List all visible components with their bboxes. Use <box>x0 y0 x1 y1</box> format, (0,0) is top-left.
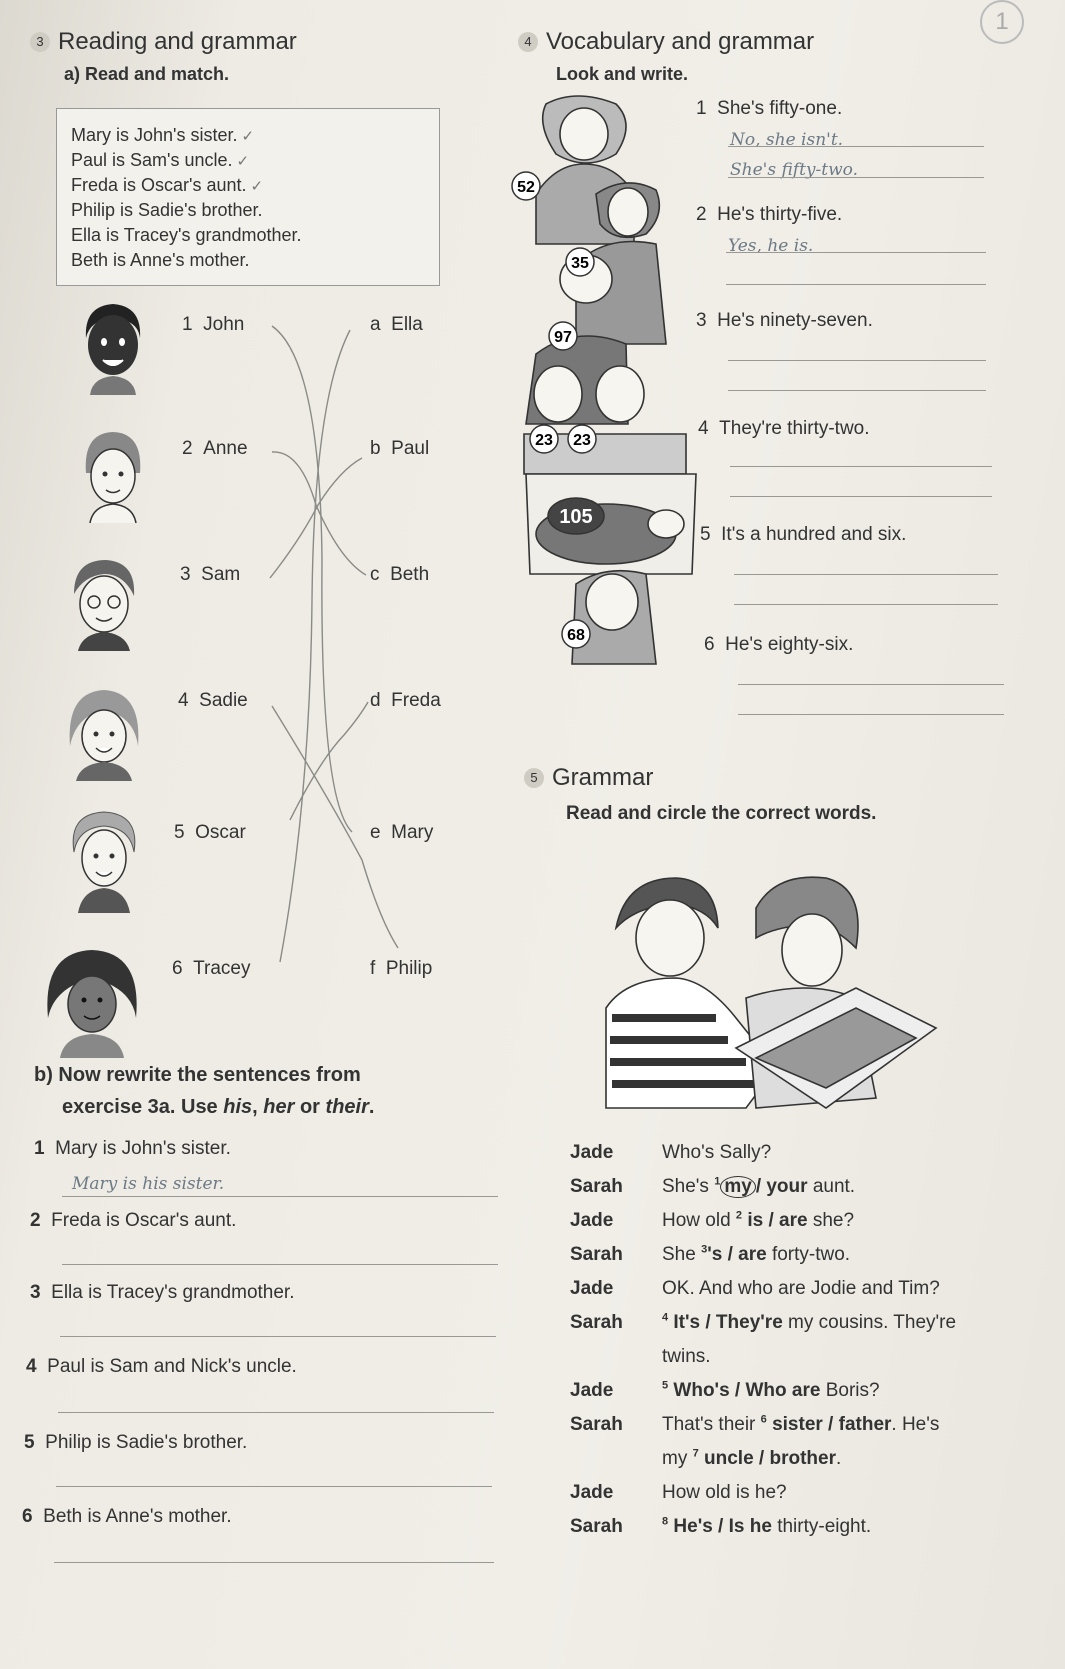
rewrite-item: 5 Philip is Sadie's brother. <box>24 1432 248 1453</box>
box-sentence: Freda is Oscar's aunt. ✓ <box>71 175 264 195</box>
dialogue-fragment: How old is he? <box>662 1482 787 1503</box>
dialogue-line <box>570 1482 787 1504</box>
dialogue-fragment: forty-two. <box>766 1244 851 1266</box>
answer-line[interactable] <box>726 252 986 253</box>
vocab-item: 4 They're thirty-two. <box>698 418 870 439</box>
question-number: 2 <box>735 1210 743 1222</box>
tick-mark: ✓ <box>250 178 264 195</box>
dialogue-fragment: aunt. <box>807 1176 856 1198</box>
answer-line[interactable] <box>728 146 984 147</box>
answer-choice[interactable]: / your <box>755 1176 808 1198</box>
dialogue-text <box>662 1278 940 1299</box>
dialogue-text <box>662 1448 841 1469</box>
answer-line[interactable] <box>62 1264 498 1265</box>
section3-part-b-line1: b) Now rewrite the sentences from <box>34 1064 361 1086</box>
section3-part-a: a) Read and match. <box>64 64 230 84</box>
section4-instruction: Look and write. <box>556 64 689 84</box>
dialogue-fragment: She <box>662 1244 702 1266</box>
dialogue-fragment: my cousins. They're <box>782 1312 957 1334</box>
box-sentence: Ella is Tracey's grandmother. <box>71 225 302 245</box>
match-right-item[interactable]: c Beth <box>370 564 430 585</box>
question-number: 8 <box>662 1516 669 1528</box>
answer-line[interactable] <box>60 1336 496 1337</box>
match-right-item[interactable]: a Ella <box>370 314 423 335</box>
tick-mark: ✓ <box>236 153 250 170</box>
dialogue-text <box>662 1312 956 1333</box>
match-left-item[interactable]: 2 Anne <box>182 438 248 459</box>
rewrite-answer: Mary is his sister. <box>72 1174 225 1194</box>
age-badge-23-b: 23 <box>573 432 591 449</box>
section4-title: Vocabulary and grammar <box>546 28 815 55</box>
section5-badge: 5 <box>524 768 544 788</box>
vocab-answer: Yes, he is. <box>728 236 814 256</box>
dialogue-fragment: Boris? <box>820 1380 880 1402</box>
dialogue-text <box>662 1414 939 1435</box>
section5-instruction: Read and circle the correct words. <box>566 803 877 824</box>
dialogue-fragment: my <box>662 1448 693 1470</box>
vocab-item: 3 He's ninety-seven. <box>696 310 873 331</box>
question-number: 7 <box>692 1448 699 1460</box>
dialogue-fragment: OK. And who are Jodie and Tim? <box>662 1278 940 1299</box>
dialogue-speaker: Jade <box>570 1210 614 1232</box>
section5-header <box>524 764 653 792</box>
answer-line[interactable] <box>62 1196 498 1197</box>
dialogue-speaker: Jade <box>570 1482 614 1503</box>
dialogue-line <box>570 1448 841 1470</box>
dialogue-text <box>662 1516 871 1537</box>
match-line-tracey-ella <box>280 330 350 962</box>
match-left-item[interactable]: 5 Oscar <box>174 822 246 843</box>
answer-choice[interactable]: It's / They're <box>668 1312 783 1334</box>
dialogue-speaker: Sarah <box>570 1244 623 1266</box>
question-number: 3 <box>701 1244 708 1256</box>
box-sentence: Mary is John's sister. ✓ <box>71 125 255 145</box>
answer-choice[interactable]: uncle / brother <box>698 1448 836 1470</box>
answer-line[interactable] <box>56 1486 492 1487</box>
vocab-item: 1 She's fifty-one. <box>696 98 843 119</box>
answer-line[interactable] <box>738 714 1004 715</box>
vocab-item: 6 He's eighty-six. <box>704 634 854 655</box>
match-right-item[interactable]: f Philip <box>370 958 433 979</box>
answer-line[interactable] <box>58 1412 494 1413</box>
girls-album-illustration <box>606 868 936 1108</box>
answer-line[interactable] <box>738 684 1004 685</box>
match-line-sadie-philip <box>272 706 398 948</box>
dialogue-speaker: Jade <box>570 1278 614 1299</box>
answer-choice[interactable]: sister / father <box>766 1414 892 1436</box>
circled-answer[interactable]: my <box>720 1176 755 1198</box>
dialogue-line <box>570 1346 711 1368</box>
answer-line[interactable] <box>728 360 986 361</box>
answer-choice[interactable]: Who's / Who are <box>668 1380 821 1402</box>
dialogue-fragment: . <box>835 1448 842 1470</box>
box-sentence: Beth is Anne's mother. <box>71 250 250 270</box>
answer-choice[interactable]: 's / are <box>707 1244 767 1266</box>
dialogue-line <box>570 1210 854 1232</box>
dialogue-speaker: Sarah <box>570 1312 623 1334</box>
dialogue-fragment: . He's <box>891 1414 940 1436</box>
match-right-item[interactable]: e Mary <box>370 822 434 843</box>
page-number: 1 <box>980 0 1024 44</box>
answer-line[interactable] <box>54 1562 494 1563</box>
dialogue-line <box>570 1176 855 1198</box>
vocab-item: 5 It's a hundred and six. <box>700 524 907 545</box>
answer-line[interactable] <box>734 604 998 605</box>
dialogue-line <box>570 1244 850 1266</box>
dialogue-line <box>570 1278 940 1300</box>
section4-badge: 4 <box>518 32 538 52</box>
tick-mark: ✓ <box>241 128 255 145</box>
dialogue-line <box>570 1312 956 1334</box>
dialogue-line <box>570 1142 771 1164</box>
box-sentence: Paul is Sam's uncle. ✓ <box>71 150 250 170</box>
match-left-item[interactable]: 6 Tracey <box>172 958 251 979</box>
dialogue-fragment: Who's Sally? <box>662 1142 772 1163</box>
question-number: 6 <box>760 1414 767 1426</box>
dialogue-line <box>570 1380 880 1402</box>
dialogue-line <box>570 1516 871 1538</box>
match-right-item[interactable]: d Freda <box>370 690 441 711</box>
section3-badge: 3 <box>30 32 50 52</box>
rewrite-item: 1 Mary is John's sister. <box>34 1138 231 1159</box>
match-left-item[interactable]: 3 Sam <box>180 564 241 585</box>
vocab-item: 2 He's thirty-five. <box>696 204 843 225</box>
section4-header <box>518 28 814 56</box>
dialogue-speaker: Sarah <box>570 1414 623 1436</box>
dialogue-text <box>662 1380 880 1401</box>
match-right-item[interactable]: b Paul <box>370 438 430 459</box>
answer-line[interactable] <box>734 574 998 575</box>
box-sentence: Philip is Sadie's brother. <box>71 200 263 220</box>
dialogue-text <box>662 1142 771 1163</box>
question-number: 1 <box>714 1176 721 1188</box>
section3-title: Reading and grammar <box>58 28 297 55</box>
dialogue-text <box>662 1176 855 1197</box>
dialogue-fragment: She's <box>662 1176 715 1198</box>
dialogue-fragment: How old <box>662 1210 736 1232</box>
answer-line[interactable] <box>728 177 984 178</box>
section3-part-b-line2: exercise 3a. Use his, her or their. <box>62 1096 375 1118</box>
dialogue-text <box>662 1346 711 1367</box>
rewrite-item: 6 Beth is Anne's mother. <box>22 1506 232 1527</box>
section5-title: Grammar <box>552 764 654 791</box>
dialogue-line <box>570 1414 939 1436</box>
dialogue-speaker: Sarah <box>570 1176 623 1198</box>
dialogue-text <box>662 1482 787 1503</box>
age-badge-35: 35 <box>571 255 589 272</box>
match-left-item[interactable]: 4 Sadie <box>178 690 248 711</box>
rewrite-item: 2 Freda is Oscar's aunt. <box>30 1210 237 1231</box>
dialogue-speaker: Jade <box>570 1380 614 1402</box>
dialogue-fragment: twins. <box>662 1346 711 1367</box>
family-illustration <box>516 94 696 704</box>
answer-line[interactable] <box>730 496 992 497</box>
dialogue-fragment: thirty-eight. <box>771 1516 872 1538</box>
question-number: 4 <box>662 1312 669 1324</box>
answer-line[interactable] <box>728 390 986 391</box>
rewrite-item: 4 Paul is Sam and Nick's uncle. <box>26 1356 297 1377</box>
answer-choice[interactable]: is / are <box>742 1210 808 1232</box>
match-left-item[interactable]: 1 John <box>182 314 245 335</box>
age-badge-97: 97 <box>554 329 572 346</box>
age-badge-68: 68 <box>567 627 585 644</box>
dialogue-fragment: That's their <box>662 1414 761 1436</box>
age-badge-105: 105 <box>559 506 593 528</box>
dialogue-text <box>662 1244 850 1265</box>
answer-choice[interactable]: He's / Is he <box>668 1516 772 1538</box>
dialogue-speaker: Jade <box>570 1142 614 1163</box>
vocab-answer: No, she isn't. <box>730 130 844 150</box>
dialogue-fragment: she? <box>807 1210 855 1232</box>
answer-line[interactable] <box>730 466 992 467</box>
dialogue-speaker: Sarah <box>570 1516 623 1538</box>
answer-line[interactable] <box>726 284 986 285</box>
question-number: 5 <box>662 1380 669 1392</box>
vocab-answer: She's fifty-two. <box>730 160 858 180</box>
age-badge-52: 52 <box>517 179 535 196</box>
dialogue-text <box>662 1210 854 1231</box>
rewrite-item: 3 Ella is Tracey's grandmother. <box>30 1282 295 1303</box>
age-badge-23-a: 23 <box>535 432 553 449</box>
